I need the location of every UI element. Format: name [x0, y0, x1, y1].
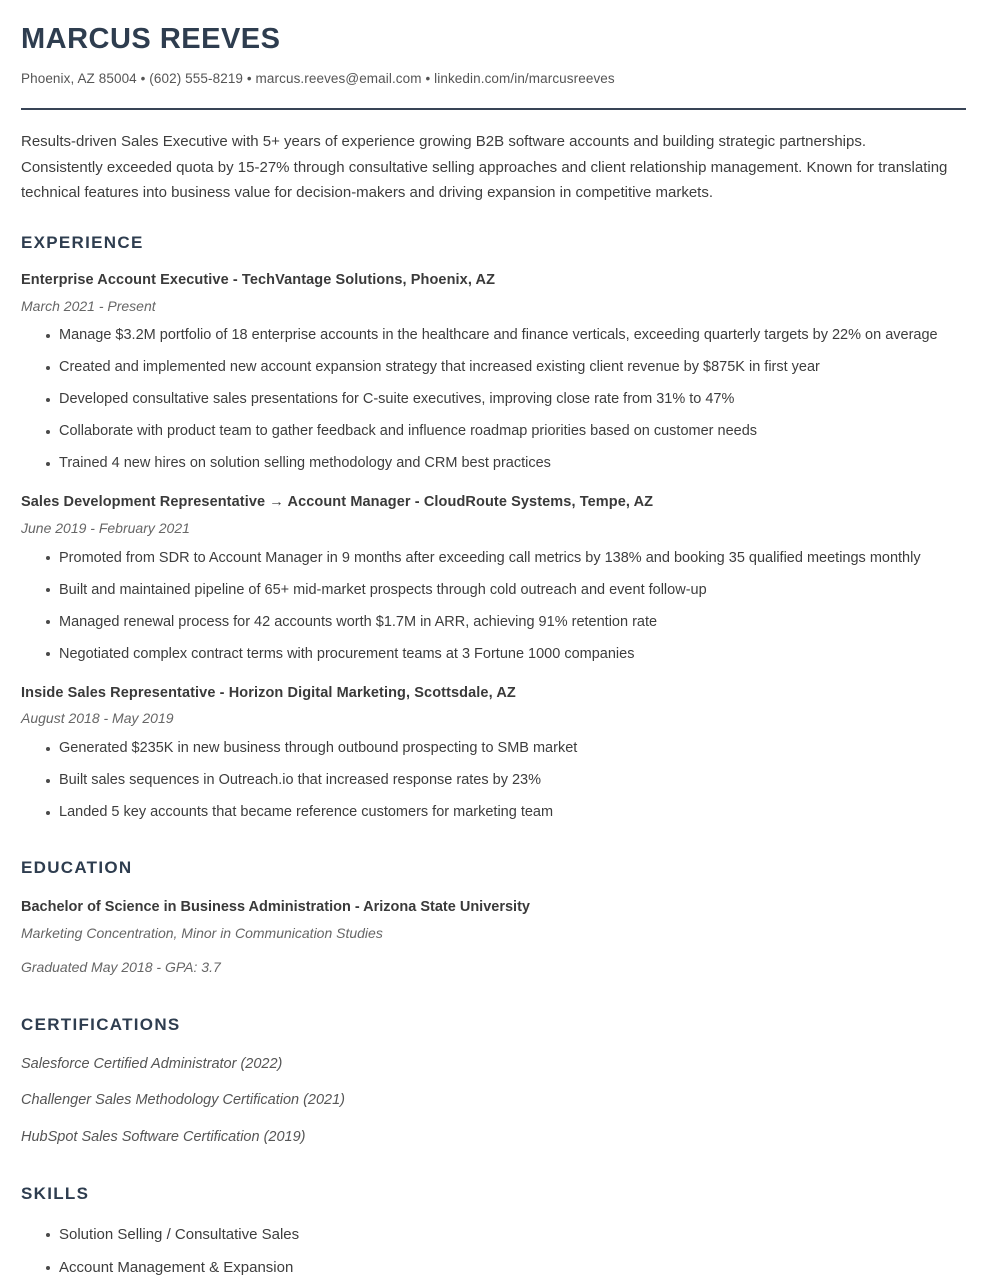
job-dates: June 2019 - February 2021 — [21, 519, 190, 536]
contact-line: Phoenix, AZ 85004 • (602) 555-8219 • marcus.reeves@email.com • linkedin.com/in/marcusreeves — [21, 70, 615, 86]
skills-wrapper — [40, 1223, 966, 1279]
job-bullet: Built sales sequences in Outreach.io that increased response rates by 23% — [40, 769, 989, 792]
job-bullet-list — [40, 737, 966, 824]
experience-entry-3 — [21, 684, 966, 824]
job-bullet-list — [40, 324, 966, 475]
job-bullets-wrapper — [40, 547, 966, 666]
experience-entry-1 — [21, 271, 966, 475]
job-bullet: Manage $3.2M portfolio of 18 enterprise accounts in the healthcare and finance verticals, exceeding quarterly targets by 22% on average — [40, 324, 989, 347]
education-graduation: Graduated May 2018 - GPA: 3.7 — [21, 958, 221, 975]
section-heading-skills: SKILLS — [21, 1184, 90, 1204]
section-heading-education: EDUCATION — [21, 858, 133, 878]
job-bullet: Landed 5 key accounts that became reference customers for marketing team — [40, 801, 989, 824]
job-title-before-arrow: Sales Development Representative — [21, 494, 270, 511]
certification-item: HubSpot Sales Software Certification (2019) — [21, 1128, 306, 1145]
section-heading-experience: EXPERIENCE — [21, 232, 144, 252]
section-heading-certifications: CERTIFICATIONS — [21, 1014, 181, 1034]
job-bullets-wrapper — [40, 324, 966, 475]
job-bullet: Generated $235K in new business through outbound prospecting to SMB market — [40, 737, 989, 760]
job-title: Enterprise Account Executive - TechVantage Solutions, Phoenix, AZ — [21, 271, 496, 288]
job-bullet: Built and maintained pipeline of 65+ mid-market prospects through cold outreach and event follow-up — [40, 579, 989, 602]
arrow-icon: → — [269, 494, 284, 511]
certification-item: Salesforce Certified Administrator (2022) — [21, 1055, 283, 1072]
education-degree: Bachelor of Science in Business Administration - Arizona State University — [21, 899, 530, 916]
job-bullet: Negotiated complex contract terms with procurement teams at 3 Fortune 1000 companies — [40, 643, 989, 666]
skill-item: Account Management & Expansion — [40, 1256, 966, 1279]
candidate-name: MARCUS REEVES — [21, 23, 281, 55]
job-bullet: Managed renewal process for 42 accounts worth $1.7M in ARR, achieving 91% retention rate — [40, 611, 989, 634]
education-detail: Marketing Concentration, Minor in Communication Studies — [21, 924, 383, 941]
education-entry — [21, 898, 966, 976]
header-divider — [21, 108, 966, 110]
job-title-after-arrow: Account Manager - CloudRoute Systems, Tempe, AZ — [283, 494, 654, 511]
job-bullet: Developed consultative sales presentations for C-suite executives, improving close rate from 31% to 47% — [40, 388, 989, 411]
professional-summary: Results-driven Sales Executive with 5+ years of experience growing B2B software accounts and building strategic partnerships. Consistently exceeded quota by 15-27% through consultative selling approaches and client relationship management. Known for translating technical features into business value for decision-makers and driving expansion in competitive markets. — [21, 133, 948, 202]
job-bullet: Promoted from SDR to Account Manager in 9 months after exceeding call metrics by 138% and booking 35 qualified meetings monthly — [40, 547, 989, 570]
job-bullets-wrapper — [40, 737, 966, 824]
skills-list — [40, 1223, 966, 1279]
job-dates: August 2018 - May 2019 — [21, 710, 174, 727]
job-bullet: Created and implemented new account expansion strategy that increased existing client revenue by $875K in first year — [40, 356, 989, 379]
job-bullet-list — [40, 547, 966, 666]
certifications-list — [21, 1055, 966, 1148]
job-title: Inside Sales Representative - Horizon Digital Marketing, Scottsdale, AZ — [21, 684, 516, 701]
job-bullet: Collaborate with product team to gather feedback and influence roadmap priorities based on customer needs — [40, 420, 989, 443]
skill-item: Solution Selling / Consultative Sales — [40, 1223, 966, 1246]
job-bullet: Trained 4 new hires on solution selling methodology and CRM best practices — [40, 452, 989, 475]
job-title — [21, 493, 966, 513]
job-dates: March 2021 - Present — [21, 297, 156, 314]
certification-item: Challenger Sales Methodology Certification (2021) — [21, 1092, 346, 1109]
experience-entry-2 — [21, 493, 966, 665]
